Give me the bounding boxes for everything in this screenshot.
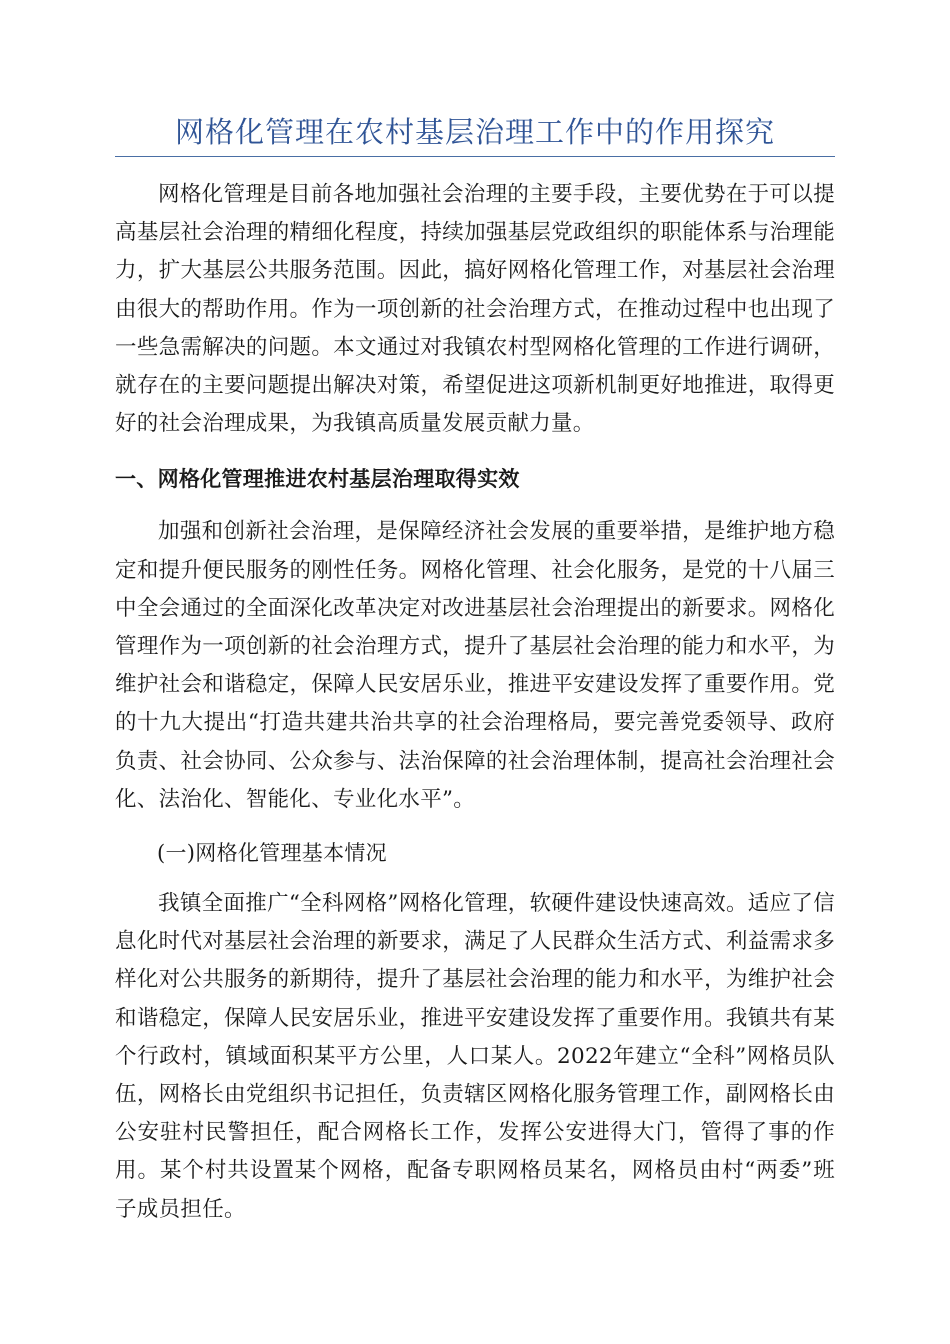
section-heading: 一、网格化管理推进农村基层治理取得实效 — [115, 467, 520, 492]
title-block — [115, 108, 835, 157]
subsection-paragraph: 我镇全面推广“全科网格”网格化管理，软硬件建设快速高效。适应了信息化时代对基层社会治理的新要求，满足了人民群众生活方式、利益需求多样化对公共服务的新期待，提升了基层社会治理的能力和水平，为维护社会和谐稳定，保障人民安居乐业，推进平安建设发挥了重要作用。我镇共有某个行政村，镇域面积某平方公里，人口某人。2022年建立“全科”网格员队伍，网格长由党组织书记担任，负责辖区网格化服务管理工作，副网格长由公安驻村民警担任，配合网格长工作，发挥公安进得大门，管得了事的作用。某个村共设置某个网格，配备专职网格员某名，网格员由村“两委”班子成员担任。 — [115, 891, 835, 1222]
section-paragraph: 加强和创新社会治理，是保障经济社会发展的重要举措，是维护地方稳定和提升便民服务的刚性任务。网格化管理、社会化服务，是党的十八届三中全会通过的全面深化改革决定对改进基层社会治理提出的新要求。网格化管理作为一项创新的社会治理方式，提升了基层社会治理的能力和水平，为维护社会和谐稳定，保障人民安居乐业，推进平安建设发挥了重要作用。党的十九大提出“打造共建共治共享的社会治理格局，要完善党委领导、政府负责、社会协同、公众参与、法治保障的社会治理体制，提高社会治理社会化、法治化、智能化、专业化水平”。 — [115, 519, 835, 812]
intro-paragraph: 网格化管理是目前各地加强社会治理的主要手段，主要优势在于可以提高基层社会治理的精细化程度，持续加强基层党政组织的职能体系与治理能力，扩大基层公共服务范围。因此，搞好网格化管理工作，对基层社会治理由很大的帮助作用。作为一项创新的社会治理方式，在推动过程中也出现了一些急需解决的问题。本文通过对我镇农村型网格化管理的工作进行调研，就存在的主要问题提出解决对策，希望促进这项新机制更好地推进，取得更好的社会治理成果，为我镇高质量发展贡献力量。 — [115, 182, 835, 437]
document-title: 网格化管理在农村基层治理工作中的作用探究 — [174, 115, 775, 149]
document-body — [115, 176, 835, 1229]
subsection-heading: (一)网格化管理基本情况 — [157, 841, 387, 866]
